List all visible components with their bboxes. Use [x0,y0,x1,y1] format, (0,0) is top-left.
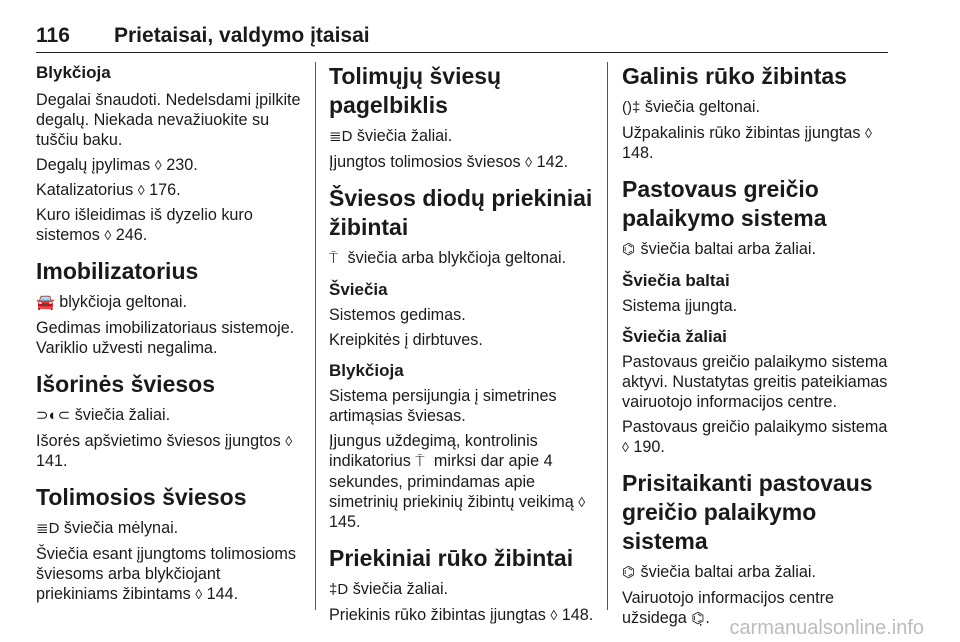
column-right [622,60,890,634]
adaptive-cruise-icon: ⌬̣ [691,610,705,627]
reference-arrow-icon: ◊ [285,433,293,449]
reference-link[interactable]: Užpakalinis rūko žibintas įjungtas ◊ 148. [622,124,872,162]
reference-link[interactable]: Katalizatorius ◊ 176. [36,181,181,199]
reference-link[interactable]: Įjungus uždegimą, kontrolinis indikatorius ⍑ mirksi dar apie 4 sekundes, primindamas apie simetrinių priekinių žibintų veikimą ◊ 145. [329,432,586,531]
reference-arrow-icon: ◊ [578,494,586,510]
reference-link[interactable]: Kuro išleidimas iš dyzelio kuro sistemos ◊ 246. [36,206,253,244]
indicator-line: ⊃◐⊂ šviečia žaliai. [36,406,171,424]
front-fog-light-icon: ‡D [329,581,349,598]
led-headlight-icon: ⍑ [415,453,425,470]
section-heading: Blykčioja [36,63,111,82]
high-beam-assist-icon: ≣D [329,128,353,145]
reference-arrow-icon: ◊ [195,586,203,602]
paragraph: Sistema persijungia į simetrines artimąsias šviesas. [329,387,557,425]
section-heading: Išorinės šviesos [36,371,215,397]
reference-link[interactable]: Išorės apšvietimo šviesos įjungtos ◊ 141. [36,432,293,470]
reference-link[interactable]: Degalų įpylimas ◊ 230. [36,156,198,174]
exterior-light-icon: ⊃◐⊂ [36,407,71,424]
indicator-line: ⍑ šviečia arba blykčioja geltonai. [329,249,567,267]
reference-arrow-icon: ◊ [864,125,872,141]
section-heading: Pastovaus greičio palaikymo sistema [622,176,827,231]
section-heading: Šviesos diodų priekiniai žibintai [329,185,593,240]
indicator-line: ‡D šviečia žaliai. [329,580,449,598]
reference-link[interactable]: Šviečia esant įjungtoms tolimosioms šviesoms arba blykčiojant priekiniams žibintams ◊ 144. [36,545,297,603]
subheading: Blykčioja [329,361,404,380]
reference-link[interactable]: Priekinis rūko žibintas įjungtas ◊ 148. [329,606,594,624]
subheading: Šviečia [329,280,388,299]
reference-arrow-icon: ◊ [525,154,533,170]
led-headlight-icon: ⍑ [329,250,339,267]
page-number: 116 [36,24,70,47]
indicator-line: ≣D šviečia žaliai. [329,127,453,145]
indicator-line: ≣D šviečia mėlynai. [36,519,179,537]
reference-arrow-icon: ◊ [154,157,162,173]
rear-fog-light-icon: ()‡ [622,99,641,116]
reference-link[interactable]: Pastovaus greičio palaikymo sistema ◊ 190. [622,418,888,456]
section-heading: Priekiniai rūko žibintai [329,545,574,571]
paragraph: Vairuotojo informacijos centre užsidega ⌬̣. [622,589,835,627]
watermark: carmanualsonline.info [729,617,924,639]
section-heading: Galinis rūko žibintas [622,63,847,89]
reference-arrow-icon: ◊ [622,439,629,455]
high-beam-icon: ≣D [36,520,60,537]
column-middle [329,60,597,630]
reference-arrow-icon: ◊ [550,607,558,623]
reference-arrow-icon: ◊ [104,227,112,243]
adaptive-cruise-icon: ⌬ [622,564,636,581]
cruise-control-icon: ⌬ [622,241,636,258]
immobilizer-icon: 🚘 [36,294,55,311]
paragraph: Kreipkitės į dirbtuves. [329,331,483,349]
paragraph: Sistemos gedimas. [329,306,466,324]
page-header [36,22,888,53]
paragraph: Degalai šnaudoti. Nedelsdami įpilkite degalų. Niekada nevažiuokite su tuščiu baku. [36,91,301,149]
paragraph: Sistema įjungta. [622,297,738,315]
indicator-line: ⌬ šviečia baltai arba žaliai. [622,240,816,258]
section-heading: Tolimųjų šviesų pagelbiklis [329,63,502,118]
subheading: Šviečia baltai [622,271,730,290]
column-left [36,60,304,609]
paragraph: Gedimas imobilizatoriaus sistemoje. Variklio užvesti negalima. [36,319,295,357]
section-heading: Imobilizatorius [36,258,199,284]
indicator-line: ()‡ šviečia geltonai. [622,98,761,116]
page-title: Prietaisai, valdymo įtaisai [114,24,370,47]
section-heading: Prisitaikanti pastovaus greičio palaikymo sistema [622,470,873,554]
column-divider [315,62,316,610]
section-heading: Tolimosios šviesos [36,484,247,510]
indicator-line: ⌬ šviečia baltai arba žaliai. [622,563,816,581]
indicator-line: 🚘 blykčioja geltonai. [36,293,187,311]
reference-link[interactable]: Įjungtos tolimosios šviesos ◊ 142. [329,153,569,171]
column-divider [607,62,608,610]
reference-arrow-icon: ◊ [137,182,145,198]
subheading: Šviečia žaliai [622,327,727,346]
paragraph: Pastovaus greičio palaikymo sistema aktyvi. Nustatytas greitis pateikiamas vairuotojo informacijos centre. [622,353,888,411]
